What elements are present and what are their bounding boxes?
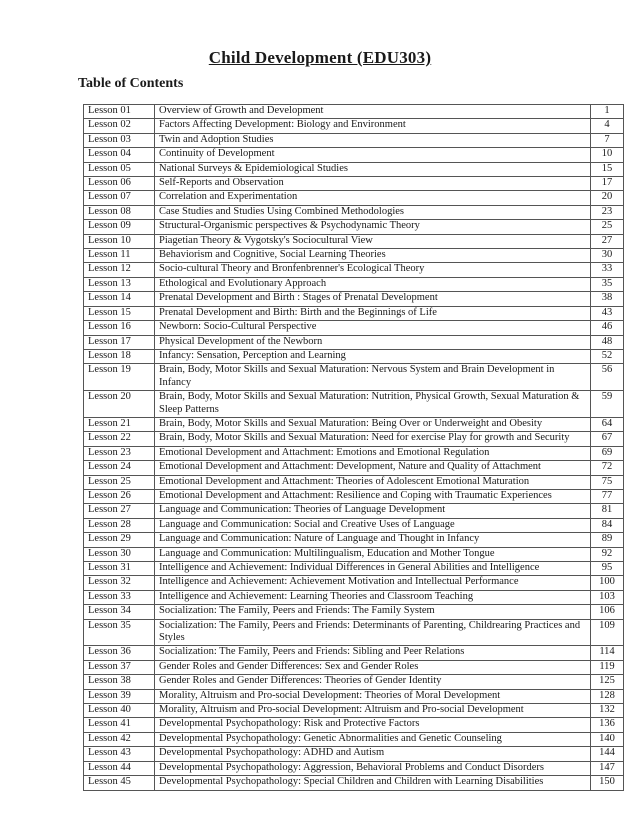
- page-number-cell: 95: [591, 562, 624, 576]
- table-row: [84, 446, 624, 460]
- table-row: [84, 489, 624, 503]
- table-row: [84, 133, 624, 147]
- page-number-cell: 100: [591, 576, 624, 590]
- lesson-cell: Lesson 31: [84, 562, 155, 576]
- lesson-cell: Lesson 43: [84, 747, 155, 761]
- title-cell: Developmental Psychopathology: Aggression, Behavioral Problems and Conduct Disorders: [155, 761, 591, 775]
- table-row: [84, 504, 624, 518]
- lesson-cell: Lesson 40: [84, 704, 155, 718]
- page-number-cell: 59: [591, 391, 624, 418]
- lesson-cell: Lesson 04: [84, 148, 155, 162]
- title-cell: Emotional Development and Attachment: Emotions and Emotional Regulation: [155, 446, 591, 460]
- page-number-cell: 17: [591, 177, 624, 191]
- page-number-cell: 64: [591, 417, 624, 431]
- table-row: [84, 306, 624, 320]
- title-cell: Emotional Development and Attachment: Development, Nature and Quality of Attachment: [155, 461, 591, 475]
- table-row: [84, 432, 624, 446]
- lesson-cell: Lesson 09: [84, 220, 155, 234]
- title-cell: Socialization: The Family, Peers and Friends: The Family System: [155, 605, 591, 619]
- page-number-cell: 67: [591, 432, 624, 446]
- table-row: [84, 518, 624, 532]
- page-number-cell: 38: [591, 292, 624, 306]
- table-row: [84, 119, 624, 133]
- page-number-cell: 48: [591, 335, 624, 349]
- title-cell: Emotional Development and Attachment: Theories of Adolescent Emotional Maturation: [155, 475, 591, 489]
- lesson-cell: Lesson 03: [84, 133, 155, 147]
- table-row: [84, 718, 624, 732]
- lesson-cell: Lesson 42: [84, 732, 155, 746]
- lesson-cell: Lesson 23: [84, 446, 155, 460]
- toc-table-body: [84, 105, 624, 791]
- lesson-cell: Lesson 37: [84, 660, 155, 674]
- page-number-cell: 4: [591, 119, 624, 133]
- title-cell: Developmental Psychopathology: Special Children and Children with Learning Disabilities: [155, 776, 591, 790]
- lesson-cell: Lesson 18: [84, 349, 155, 363]
- page-number-cell: 46: [591, 321, 624, 335]
- lesson-cell: Lesson 35: [84, 619, 155, 646]
- lesson-cell: Lesson 24: [84, 461, 155, 475]
- table-row: [84, 335, 624, 349]
- table-row: [84, 689, 624, 703]
- title-cell: Twin and Adoption Studies: [155, 133, 591, 147]
- table-row: [84, 148, 624, 162]
- lesson-cell: Lesson 17: [84, 335, 155, 349]
- table-row: [84, 605, 624, 619]
- title-cell: Socialization: The Family, Peers and Friends: Sibling and Peer Relations: [155, 646, 591, 660]
- title-cell: Ethological and Evolutionary Approach: [155, 277, 591, 291]
- table-row: [84, 263, 624, 277]
- table-row: [84, 646, 624, 660]
- title-cell: Language and Communication: Theories of Language Development: [155, 504, 591, 518]
- title-cell: Intelligence and Achievement: Learning Theories and Classroom Teaching: [155, 590, 591, 604]
- table-row: [84, 590, 624, 604]
- table-row: [84, 249, 624, 263]
- page-number-cell: 52: [591, 349, 624, 363]
- title-cell: Physical Development of the Newborn: [155, 335, 591, 349]
- title-cell: Piagetian Theory & Vygotsky's Sociocultural View: [155, 234, 591, 248]
- title-cell: Case Studies and Studies Using Combined Methodologies: [155, 205, 591, 219]
- table-row: [84, 321, 624, 335]
- table-row: [84, 277, 624, 291]
- page-number-cell: 140: [591, 732, 624, 746]
- page-number-cell: 144: [591, 747, 624, 761]
- table-row: [84, 364, 624, 391]
- title-cell: Continuity of Development: [155, 148, 591, 162]
- title-cell: Behaviorism and Cognitive, Social Learning Theories: [155, 249, 591, 263]
- page-number-cell: 119: [591, 660, 624, 674]
- lesson-cell: Lesson 25: [84, 475, 155, 489]
- title-cell: Infancy: Sensation, Perception and Learning: [155, 349, 591, 363]
- page-number-cell: 23: [591, 205, 624, 219]
- lesson-cell: Lesson 16: [84, 321, 155, 335]
- title-cell: Self-Reports and Observation: [155, 177, 591, 191]
- table-row: [84, 292, 624, 306]
- page-number-cell: 128: [591, 689, 624, 703]
- title-cell: Developmental Psychopathology: ADHD and Autism: [155, 747, 591, 761]
- lesson-cell: Lesson 01: [84, 105, 155, 119]
- title-cell: Brain, Body, Motor Skills and Sexual Maturation: Nervous System and Brain Development in Infancy: [155, 364, 591, 391]
- title-cell: Structural-Organismic perspectives & Psychodynamic Theory: [155, 220, 591, 234]
- title-cell: Newborn: Socio-Cultural Perspective: [155, 321, 591, 335]
- lesson-cell: Lesson 26: [84, 489, 155, 503]
- title-cell: Emotional Development and Attachment: Resilience and Coping with Traumatic Experiences: [155, 489, 591, 503]
- lesson-cell: Lesson 36: [84, 646, 155, 660]
- page-number-cell: 35: [591, 277, 624, 291]
- table-row: [84, 675, 624, 689]
- toc-heading: Table of Contents: [78, 76, 184, 91]
- lesson-cell: Lesson 02: [84, 119, 155, 133]
- table-row: [84, 732, 624, 746]
- table-row: [84, 619, 624, 646]
- page-number-cell: 30: [591, 249, 624, 263]
- title-cell: Morality, Altruism and Pro-social Development: Theories of Moral Development: [155, 689, 591, 703]
- table-row: [84, 191, 624, 205]
- page-number-cell: 69: [591, 446, 624, 460]
- title-cell: Intelligence and Achievement: Achievement Motivation and Intellectual Performance: [155, 576, 591, 590]
- table-row: [84, 576, 624, 590]
- page-number-cell: 77: [591, 489, 624, 503]
- lesson-cell: Lesson 11: [84, 249, 155, 263]
- page-number-cell: 136: [591, 718, 624, 732]
- lesson-cell: Lesson 19: [84, 364, 155, 391]
- table-row: [84, 205, 624, 219]
- page-number-cell: 25: [591, 220, 624, 234]
- title-cell: Gender Roles and Gender Differences: Theories of Gender Identity: [155, 675, 591, 689]
- table-row: [84, 105, 624, 119]
- lesson-cell: Lesson 41: [84, 718, 155, 732]
- lesson-cell: Lesson 28: [84, 518, 155, 532]
- page-number-cell: 103: [591, 590, 624, 604]
- page-number-cell: 1: [591, 105, 624, 119]
- page-number-cell: 81: [591, 504, 624, 518]
- title-cell: Brain, Body, Motor Skills and Sexual Maturation: Need for exercise Play for growth and Security: [155, 432, 591, 446]
- page-number-cell: 114: [591, 646, 624, 660]
- lesson-cell: Lesson 45: [84, 776, 155, 790]
- toc-table: [83, 104, 624, 791]
- title-cell: Socialization: The Family, Peers and Friends: Determinants of Parenting, Childrearing Practices and Styles: [155, 619, 591, 646]
- title-cell: Language and Communication: Social and Creative Uses of Language: [155, 518, 591, 532]
- table-row: [84, 747, 624, 761]
- table-row: [84, 475, 624, 489]
- title-cell: Gender Roles and Gender Differences: Sex and Gender Roles: [155, 660, 591, 674]
- lesson-cell: Lesson 32: [84, 576, 155, 590]
- lesson-cell: Lesson 10: [84, 234, 155, 248]
- table-row: [84, 562, 624, 576]
- lesson-cell: Lesson 06: [84, 177, 155, 191]
- table-row: [84, 533, 624, 547]
- table-row: [84, 349, 624, 363]
- page-number-cell: 15: [591, 162, 624, 176]
- table-row: [84, 417, 624, 431]
- lesson-cell: Lesson 07: [84, 191, 155, 205]
- lesson-cell: Lesson 20: [84, 391, 155, 418]
- title-cell: Prenatal Development and Birth: Birth and the Beginnings of Life: [155, 306, 591, 320]
- title-cell: Brain, Body, Motor Skills and Sexual Maturation: Being Over or Underweight and Obesity: [155, 417, 591, 431]
- page-number-cell: 106: [591, 605, 624, 619]
- lesson-cell: Lesson 33: [84, 590, 155, 604]
- page-number-cell: 56: [591, 364, 624, 391]
- title-cell: Correlation and Experimentation: [155, 191, 591, 205]
- lesson-cell: Lesson 27: [84, 504, 155, 518]
- table-row: [84, 461, 624, 475]
- lesson-cell: Lesson 12: [84, 263, 155, 277]
- title-cell: Developmental Psychopathology: Genetic Abnormalities and Genetic Counseling: [155, 732, 591, 746]
- title-cell: Overview of Growth and Development: [155, 105, 591, 119]
- page-number-cell: 150: [591, 776, 624, 790]
- page-number-cell: 132: [591, 704, 624, 718]
- title-cell: Factors Affecting Development: Biology and Environment: [155, 119, 591, 133]
- lesson-cell: Lesson 34: [84, 605, 155, 619]
- page-number-cell: 43: [591, 306, 624, 320]
- title-cell: Morality, Altruism and Pro-social Development: Altruism and Pro-social Development: [155, 704, 591, 718]
- lesson-cell: Lesson 44: [84, 761, 155, 775]
- title-cell: Prenatal Development and Birth : Stages of Prenatal Development: [155, 292, 591, 306]
- title-cell: Developmental Psychopathology: Risk and Protective Factors: [155, 718, 591, 732]
- lesson-cell: Lesson 21: [84, 417, 155, 431]
- page-number-cell: 125: [591, 675, 624, 689]
- table-row: [84, 234, 624, 248]
- page-number-cell: 109: [591, 619, 624, 646]
- lesson-cell: Lesson 15: [84, 306, 155, 320]
- lesson-cell: Lesson 38: [84, 675, 155, 689]
- table-row: [84, 660, 624, 674]
- page-number-cell: 10: [591, 148, 624, 162]
- page-number-cell: 75: [591, 475, 624, 489]
- page-title: Child Development (EDU303): [208, 48, 432, 67]
- title-cell: Socio-cultural Theory and Bronfenbrenner's Ecological Theory: [155, 263, 591, 277]
- page-number-cell: 33: [591, 263, 624, 277]
- page-number-cell: 92: [591, 547, 624, 561]
- table-row: [84, 220, 624, 234]
- lesson-cell: Lesson 39: [84, 689, 155, 703]
- lesson-cell: Lesson 22: [84, 432, 155, 446]
- lesson-cell: Lesson 29: [84, 533, 155, 547]
- table-row: [84, 776, 624, 790]
- title-cell: Language and Communication: Multilingualism, Education and Mother Tongue: [155, 547, 591, 561]
- page-number-cell: 27: [591, 234, 624, 248]
- page-number-cell: 89: [591, 533, 624, 547]
- table-row: [84, 761, 624, 775]
- table-row: [84, 162, 624, 176]
- page-number-cell: 84: [591, 518, 624, 532]
- page-number-cell: 7: [591, 133, 624, 147]
- page-number-cell: 147: [591, 761, 624, 775]
- lesson-cell: Lesson 30: [84, 547, 155, 561]
- title-cell: Intelligence and Achievement: Individual Differences in General Abilities and Intelligence: [155, 562, 591, 576]
- lesson-cell: Lesson 05: [84, 162, 155, 176]
- lesson-cell: Lesson 08: [84, 205, 155, 219]
- lesson-cell: Lesson 13: [84, 277, 155, 291]
- page-number-cell: 20: [591, 191, 624, 205]
- lesson-cell: Lesson 14: [84, 292, 155, 306]
- table-row: [84, 547, 624, 561]
- table-row: [84, 177, 624, 191]
- table-row: [84, 704, 624, 718]
- title-cell: Brain, Body, Motor Skills and Sexual Maturation: Nutrition, Physical Growth, Sexual Maturation & Sleep Patterns: [155, 391, 591, 418]
- table-row: [84, 391, 624, 418]
- title-cell: National Surveys & Epidemiological Studies: [155, 162, 591, 176]
- title-cell: Language and Communication: Nature of Language and Thought in Infancy: [155, 533, 591, 547]
- page-number-cell: 72: [591, 461, 624, 475]
